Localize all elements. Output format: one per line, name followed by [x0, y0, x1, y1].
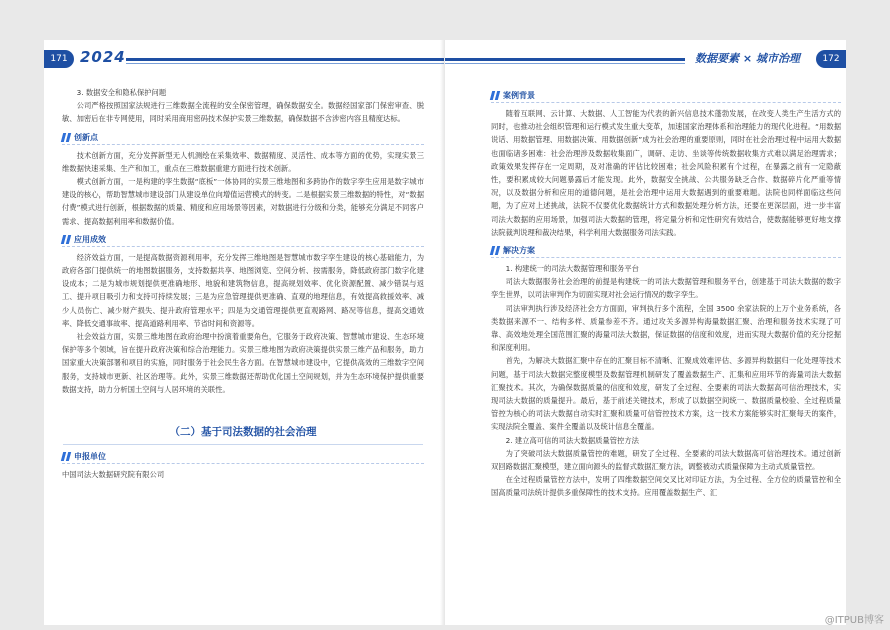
year-logo: 2024 — [80, 48, 126, 66]
watermark: @ITPUB博客 — [824, 615, 884, 626]
section-title: 案例背景 — [503, 91, 535, 100]
right-content — [491, 84, 841, 500]
right-page — [445, 40, 846, 625]
left-page — [44, 40, 445, 625]
section-marker-icon — [62, 235, 72, 245]
section3-heading: 3. 数据安全和隐私保护问题 — [76, 88, 167, 97]
solution-paragraph-4: 为了突破司法大数据质量管控的难题，研发了全过程、全要素的司法大数据高可信治理技术。通过创新双回路数据汇聚模型，建立面向源头的监督式数据汇聚方法，调整被动式质量保障为主动式质量管控。 — [491, 448, 841, 472]
left-header — [44, 50, 445, 68]
background-paragraph: 随着互联网、云计算、大数据、人工智能为代表的新兴信息技术蓬勃发展，在改变人类生产生活方式的同时，也推动社会组织管理和运行模式发生重大变革，加速国家治理体系和治理能力的现代化进程。“用数据说话、用数据管理、用数据决策、用数据创新”成为社会治理的重要原则，同时在社会治理过程中运用大数据也面临诸多困难：社会治理涉及数据收集面广，调研、走访、坐谈等传统数据收集方式难以满足治理需求；政策效果发挥存在一定周期，及对准确的评估比较困难；社会风险积累有个过程，在暴露之前有一定隐蔽性，要积累成较大问题暴露后才能发现。此外，数据安全挑战、公共服务缺乏合作、数据碎片化严重等情况，以及数据分析和应用的道德问题，是社会治理中运用大数据遇到的重要难题。法院也同样面临这些问题，为了应对上述挑战，法院不仅要优化数据统计方式和数据处理分析方法，还要在更深层面，进一步丰富司法大数据的应用场景，加强司法大数据的管理，将定量分析和定性研究有效结合，使数据能够更好地支撑法院裁判说理和裁决结果，科学利用大数据服务司法实践。 — [491, 109, 841, 237]
section-marker-icon — [491, 91, 501, 101]
page-number-right: 172 — [816, 50, 846, 68]
innovation-section-header — [62, 131, 424, 145]
applicant-section-header — [62, 450, 424, 464]
results-section-header — [62, 233, 424, 247]
right-header — [445, 50, 846, 68]
book-title: 数据要素 × 城市治理 — [695, 52, 800, 65]
chapter-title: （二）基于司法数据的社会治理 — [169, 426, 317, 439]
solution-paragraph-3: 首先，为解决大数据汇聚中存在的汇聚目标不清晰、汇聚成效难评估、多源异构数据归一化处理等技术问题，基于司法大数据完整度模型及数据管理机制研发了覆盖数据生产、汇集和应用环节的海量司法大数据汇聚技术。其次，为确保数据质量的信度和效度，研发了全过程、全要素的司法大数据高可信治理技术，实现司法大数据的质量提升。最后，基于前述关键技术，形成了以数据空间统一、数据质量校验、全过程质量管控为核心的司法大数据自动实时汇聚和质量可信管控技术方案，这一技术方案能够实时汇聚每天的案件，实现法院全覆盖、案件全覆盖以及统计信息全覆盖。 — [491, 356, 841, 432]
innovation-paragraph-1: 技术创新方面，充分发挥新型无人机测绘在采集效率、数据精度、灵活性、成本等方面的优势，实现实景三维数据快速采集、生产和加工，重点在三维数据重建方面进行技术创新。 — [62, 150, 424, 173]
results-paragraph-1: 经济效益方面，一是提高数据资源利用率，充分发挥三维地图是智慧城市数字孪生建设的核心基础能力，为政府各部门提供统一的地图数据服务，支持数据共享、地图浏览、空间分析、按需服务，降低政府部门数字化建设成本；二是为城市规划提供更准确地形、地貌和建筑物信息，提高规划效率、优化资源配置、减少错误与返工、提升项目吸引力和支持可持续发展；三是为应急管理提供更准确、直观的地理信息，有效提高救援效率、减少人员伤亡、减少财产损失、提升政府管理水平；四是为交通管理提供更直观路网、路况等信息，提高交通效率、降低交通事故率、提高道路利用率、节省时间和资源等。 — [62, 252, 424, 328]
header-rule-thin — [445, 63, 685, 64]
section-title: 申报单位 — [74, 452, 106, 462]
section-marker-icon — [62, 452, 72, 462]
section3-paragraph: 公司严格按照国家法规进行三维数据全流程的安全保密管理，确保数据安全。数据经国家部门保密审查、脱敏、加密后在非专网使用，同时采用商用密码技术保护实景三维数据，确保数据不含涉密内容且精度达标。 — [62, 101, 424, 124]
solution-heading-2: 2. 建立高可信的司法大数据质量管控方法 — [505, 435, 639, 445]
section-title: 解决方案 — [503, 246, 535, 256]
results-paragraph-2: 社会效益方面，实景三维地图在政府治理中扮演着重要角色，它服务于政府决策、智慧城市建设、生态环境保护等多个领域，旨在提升政府决策和综合治理能力。实景三维地图为政府决策提供实景三维产品和服务，助力国家重大决策部署和项目的实施，同时服务于社会民生各方面。在智慧城市建设中，它提供高效的三维数字空间服务，支持城市更新、社区治理等。此外，实景三维数据还帮助优化国土空间规划，并为生态环境保护提供重要数据支持，助力分析国土空间与人居环境的关联性。 — [62, 332, 424, 394]
section-title: 应用成效 — [74, 234, 106, 244]
solution-section-header — [491, 244, 841, 258]
solution-paragraph-1: 司法大数据服务社会治理的前提是构建统一的司法大数据管理和服务平台，创建基于司法大数据的数字孪生世界，以司法审判作为切面实现对社会运行情况的数字孪生。 — [491, 277, 841, 300]
background-section-header — [491, 89, 841, 103]
section-marker-icon — [62, 133, 72, 143]
innovation-paragraph-2: 模式创新方面，一是构建的孪生数据“底板”一体协同的实景三维地图和多跨协作的数字孪生应用是数字城市建设的核心，帮助智慧城市建设部门从建设单位向增值运营模式的转变。二是根据实景三维数据的特性，对“数据付费”模式进行创新，根据数据的质量、精度和应用场景等因素，对数据进行分级和分类，能够充分满足不同客户需求、提高数据利用率和数据价值。 — [62, 177, 424, 226]
section-marker-icon — [491, 246, 501, 256]
section-title: 创新点 — [74, 132, 98, 142]
solution-paragraph-2: 司法审判执行涉及经济社会方方面面，审判执行多个流程，全国 3500 余家法院的上万个业务系统，各类数据来源不一、结构多样、质量参差不齐。通过攻关多源异构海量数据汇聚、治理和服务技术实现了可靠、高效地处理全国范围汇聚的海量司法大数据，保证数据的信度和效度，进而实现大数据价值的充分挖掘和深度利用。 — [491, 303, 841, 353]
page-number-left: 171 — [44, 50, 74, 68]
left-content — [62, 86, 424, 481]
header-rule — [445, 58, 685, 61]
header-rule — [126, 58, 444, 61]
solution-heading-1: 1. 构建统一的司法大数据管理和服务平台 — [505, 264, 639, 274]
solution-paragraph-5: 在全过程质量管控方法中，发明了四维数据空间交叉比对印证方法，为全过程、全方位的质量管控和全国高质量司法统计提供多重保障性的技术支持。应用覆盖数据生产、汇 — [491, 475, 841, 498]
applicant-name: 中国司法大数据研究院有限公司 — [62, 470, 165, 480]
header-rule-thin — [126, 63, 444, 64]
